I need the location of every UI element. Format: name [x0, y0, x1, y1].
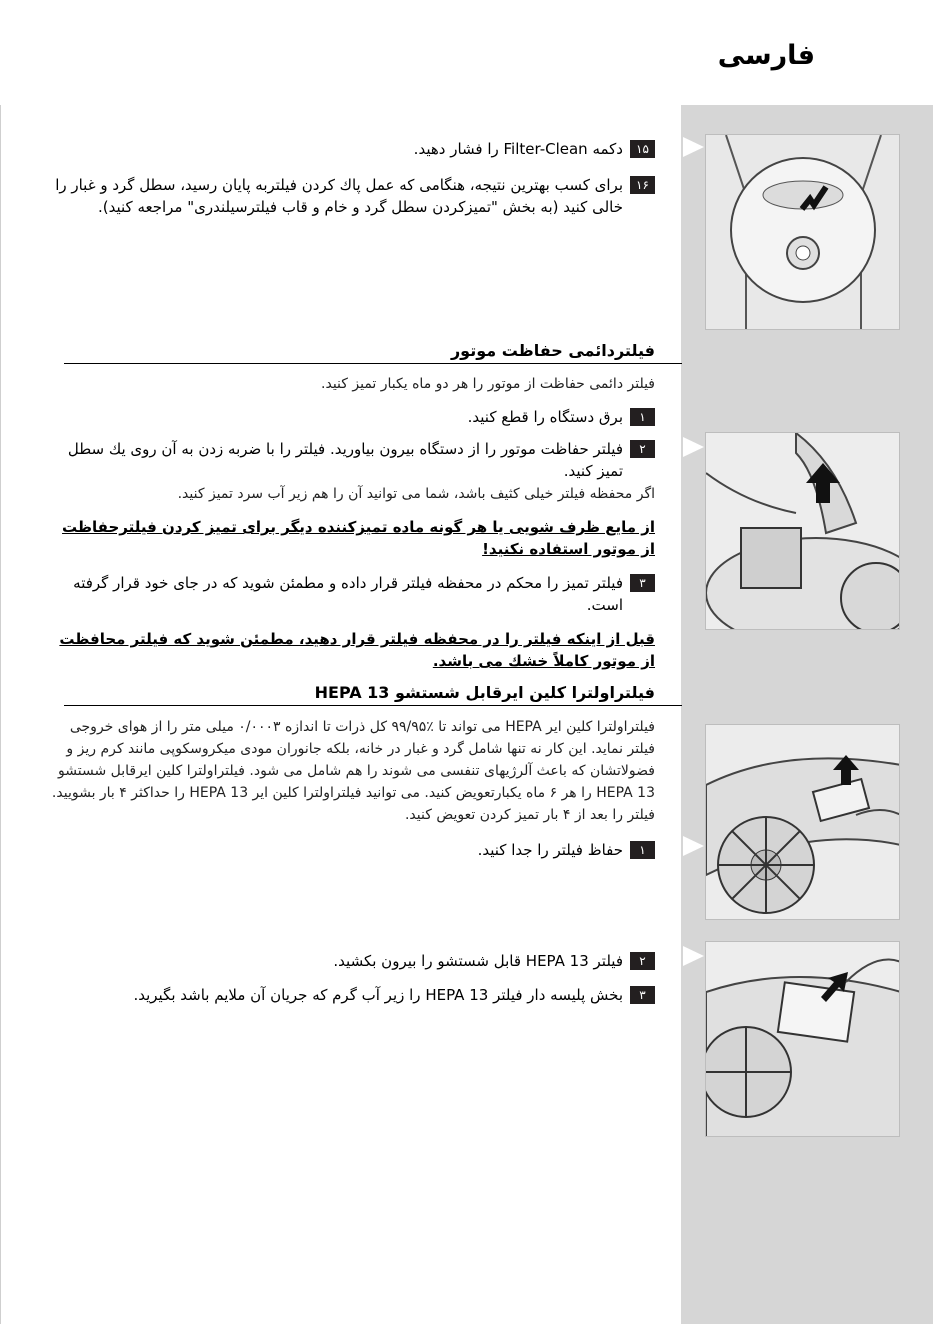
step-text: حفاظ فیلتر را جدا کنید.: [477, 841, 623, 859]
step-text: فیلتر HEPA 13 قابل شستشو را بیرون بکشید.: [333, 952, 623, 970]
step-number-badge: ۳: [630, 574, 655, 592]
pointer-arrow: [683, 437, 704, 457]
hepa-intro: فیلتراولترا کلین ایر HEPA می تواند تا ٪۹۹/۹۵ کل ذرات تا اندازه ۰/۰۰۰۳ میلی متر را از هوای خروجی فیلتر نماید. این کار نه تنها شامل گرد و غبار در خانه، بلکه جانوران مودی میکروسکوپی مانند کرم ریز و فضولاتشان که باعث آلرژیهای تنفسی می شوند را هم شامل می شود. فیلتراولترا کلین ایرقابل شستشو HEPA 13 را هر ۶ ماه یکبارتعویض کنید. می توانید فیلتراولترا کلین ایر HEPA 13 را حداکثر ۴ بار بشویید. فیلتر را بعد از ۴ بار تمیز کردن تعویض کنید.: [51, 719, 655, 823]
hepa-step-2: [55, 950, 655, 972]
pointer-arrow: [683, 836, 704, 856]
step-15: [55, 138, 655, 160]
page-left-edge: [0, 105, 1, 1324]
photo-filter-clean-button: [705, 134, 900, 330]
section-title-motor-filter: فیلتردائمی حفاظت موتور: [450, 341, 655, 360]
language-title: فارسی: [717, 40, 815, 71]
photo-motor-filter-removal: [705, 432, 900, 630]
motor-warning-dry: قبل از اینکه فیلتر را در محفظه فیلتر قرار دهید، مطمئن شوید که فیلتر محافظت از موتور کاملاً خشك می باشد.: [59, 630, 655, 670]
section-title-hepa-filter: فیلتراولترا کلین ایرقابل شستشو HEPA 13: [314, 683, 655, 702]
motor-note: اگر محفظه فیلتر خیلی کثیف باشد، شما می توانید آن را هم زیر آب سرد تمیز کنید.: [177, 486, 655, 502]
step-number-badge: ۳: [630, 986, 655, 1004]
section-divider: [64, 705, 682, 706]
pointer-arrow: [683, 137, 704, 157]
motor-step-3: [55, 572, 655, 616]
motor-intro: فیلتر دائمی حفاظت از موتور را هر دو ماه یکبار تمیز کنید.: [321, 376, 655, 392]
section-divider: [64, 363, 682, 364]
step-number-badge: ۱: [630, 841, 655, 859]
step-text: برای کسب بهترین نتیجه، هنگامی که عمل پاك کردن فیلتربه پایان رسید، سطل گرد و غبار را خالی کنید (به بخش "تمیزکردن سطل گرد و خام و قاب فیلترسیلندری" مراجعه کنید).: [55, 176, 623, 216]
hepa-step-1: [55, 839, 655, 861]
step-16: [55, 174, 655, 218]
step-number-badge: ۱۶: [630, 176, 655, 194]
step-number-badge: ۲: [630, 440, 655, 458]
step-text: دکمه Filter-Clean را فشار دهید.: [413, 140, 623, 158]
step-number-badge: ۱: [630, 408, 655, 426]
step-number-badge: ۲: [630, 952, 655, 970]
motor-warning-detergent: از مایع ظرف شویی یا هر گونه ماده تمیزکننده دیگر برای تمیز کردن فیلترحفاظت از موتور استفاده نکنید!: [62, 518, 655, 558]
step-text: برق دستگاه را قطع کنید.: [467, 408, 623, 426]
photo-hepa-filter-removal: [705, 941, 900, 1137]
pointer-arrow: [683, 946, 704, 966]
hepa-step-3: [55, 984, 655, 1006]
step-text: فیلتر حفاظت موتور را از دستگاه بیرون بیاورید. فیلتر را با ضربه زدن به آن روی یك سطل تمیز کنید.: [67, 440, 623, 480]
step-text: فیلتر تمیز را محکم در محفظه فیلتر قرار داده و مطمئن شوید که در جای خود قرار گرفته است.: [73, 574, 623, 614]
step-number-badge: ۱۵: [630, 140, 655, 158]
motor-step-2: [55, 438, 655, 482]
photo-hepa-cover-removal: [705, 724, 900, 920]
motor-step-1: [55, 406, 655, 428]
step-text: بخش پلیسه دار فیلتر HEPA 13 را زیر آب گرم که جریان آن ملایم باشد بگیرید.: [133, 986, 623, 1004]
